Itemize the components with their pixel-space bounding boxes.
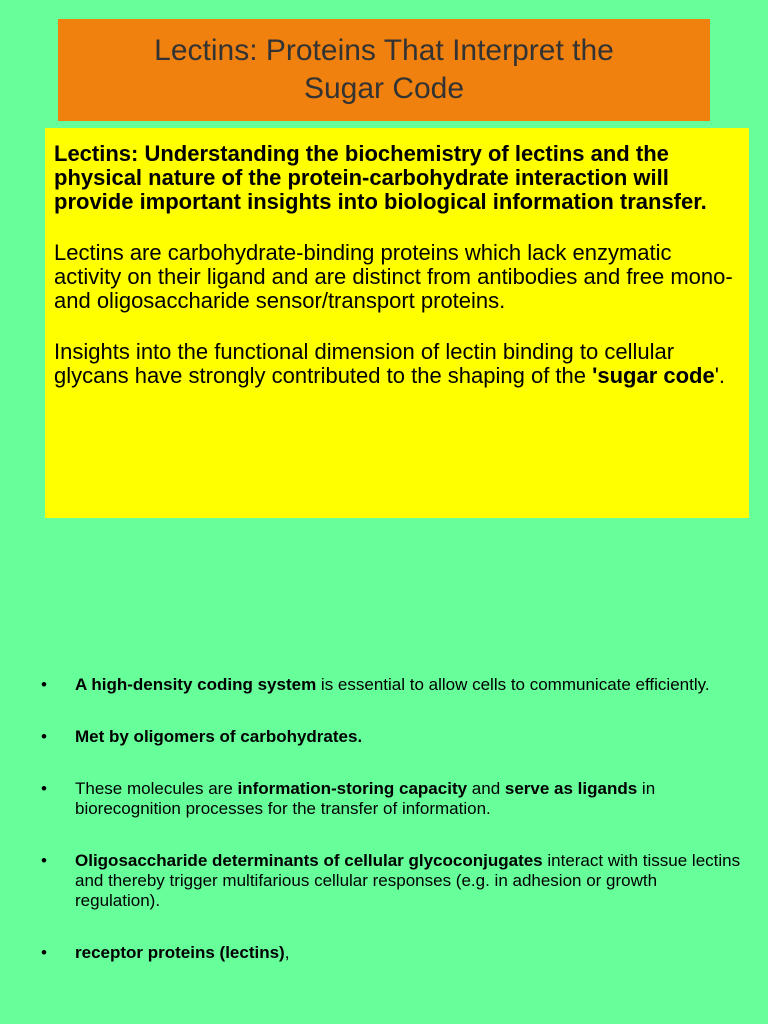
bullet-bold-text: Met by oligomers of carbohydrates. [75, 727, 363, 746]
slide-title-line-1: Lectins: Proteins That Interpret the [154, 34, 614, 67]
bullet-marker: • [41, 851, 47, 870]
bullet-marker: • [41, 675, 47, 694]
bullet-bold-text: receptor proteins (lectins) [75, 943, 285, 962]
slide-title [58, 19, 710, 121]
bullet-marker: • [41, 727, 47, 746]
sugar-code-text-pre: Insights into the functional dimension of lectin binding to cellular glycans have strongly contributed to the shaping of the [54, 339, 675, 388]
sugar-code-term: 'sugar code [592, 363, 715, 388]
bullet-item-coding-system [41, 675, 741, 695]
bullet-bold-text: information-storing capacity [237, 779, 468, 798]
summary-paragraph-definition: Lectins are carbohydrate-binding proteins which lack enzymatic activity on their ligand and are distinct from antibodies and free mono- and oligosaccharide sensor/transport proteins. [54, 240, 733, 313]
bullet-marker: • [41, 943, 47, 962]
bullet-marker: • [41, 779, 47, 798]
bullet-text: , [284, 943, 290, 962]
summary-intro: Lectins: Understanding the biochemistry of lectins and the physical nature of the protein-carbohydrate interaction will provide important insights into biological information transfer. [54, 141, 707, 214]
bullet-bold-text: A high-density coding system [75, 675, 317, 694]
bullet-item-glycoconjugates [41, 851, 741, 911]
summary-paragraph-sugar-code [54, 340, 739, 388]
slide-title-line-2: Sugar Code [303, 72, 465, 105]
sugar-code-text-post: '. [714, 363, 726, 388]
bullet-text: These molecules are [75, 779, 238, 798]
bullet-text: is essential to allow cells to communicate efficiently. [316, 675, 710, 694]
bullet-item-information-storing [41, 779, 741, 819]
bullet-text: and [467, 779, 505, 798]
bullet-list [41, 675, 741, 963]
bullet-bold-text: Oligosaccharide determinants of cellular glycoconjugates [75, 851, 543, 870]
bullet-item-oligomers [41, 727, 741, 747]
bullet-text: in biorecognition processes for the transfer of information. [75, 779, 656, 818]
summary-box [45, 128, 749, 518]
bullet-item-receptor-proteins [41, 943, 741, 963]
bullet-bold-text: serve as ligands [504, 779, 638, 798]
bullet-text: interact with tissue lectins and thereby trigger multifarious cellular responses (e.g. in adhesion or growth regulation). [75, 851, 741, 910]
